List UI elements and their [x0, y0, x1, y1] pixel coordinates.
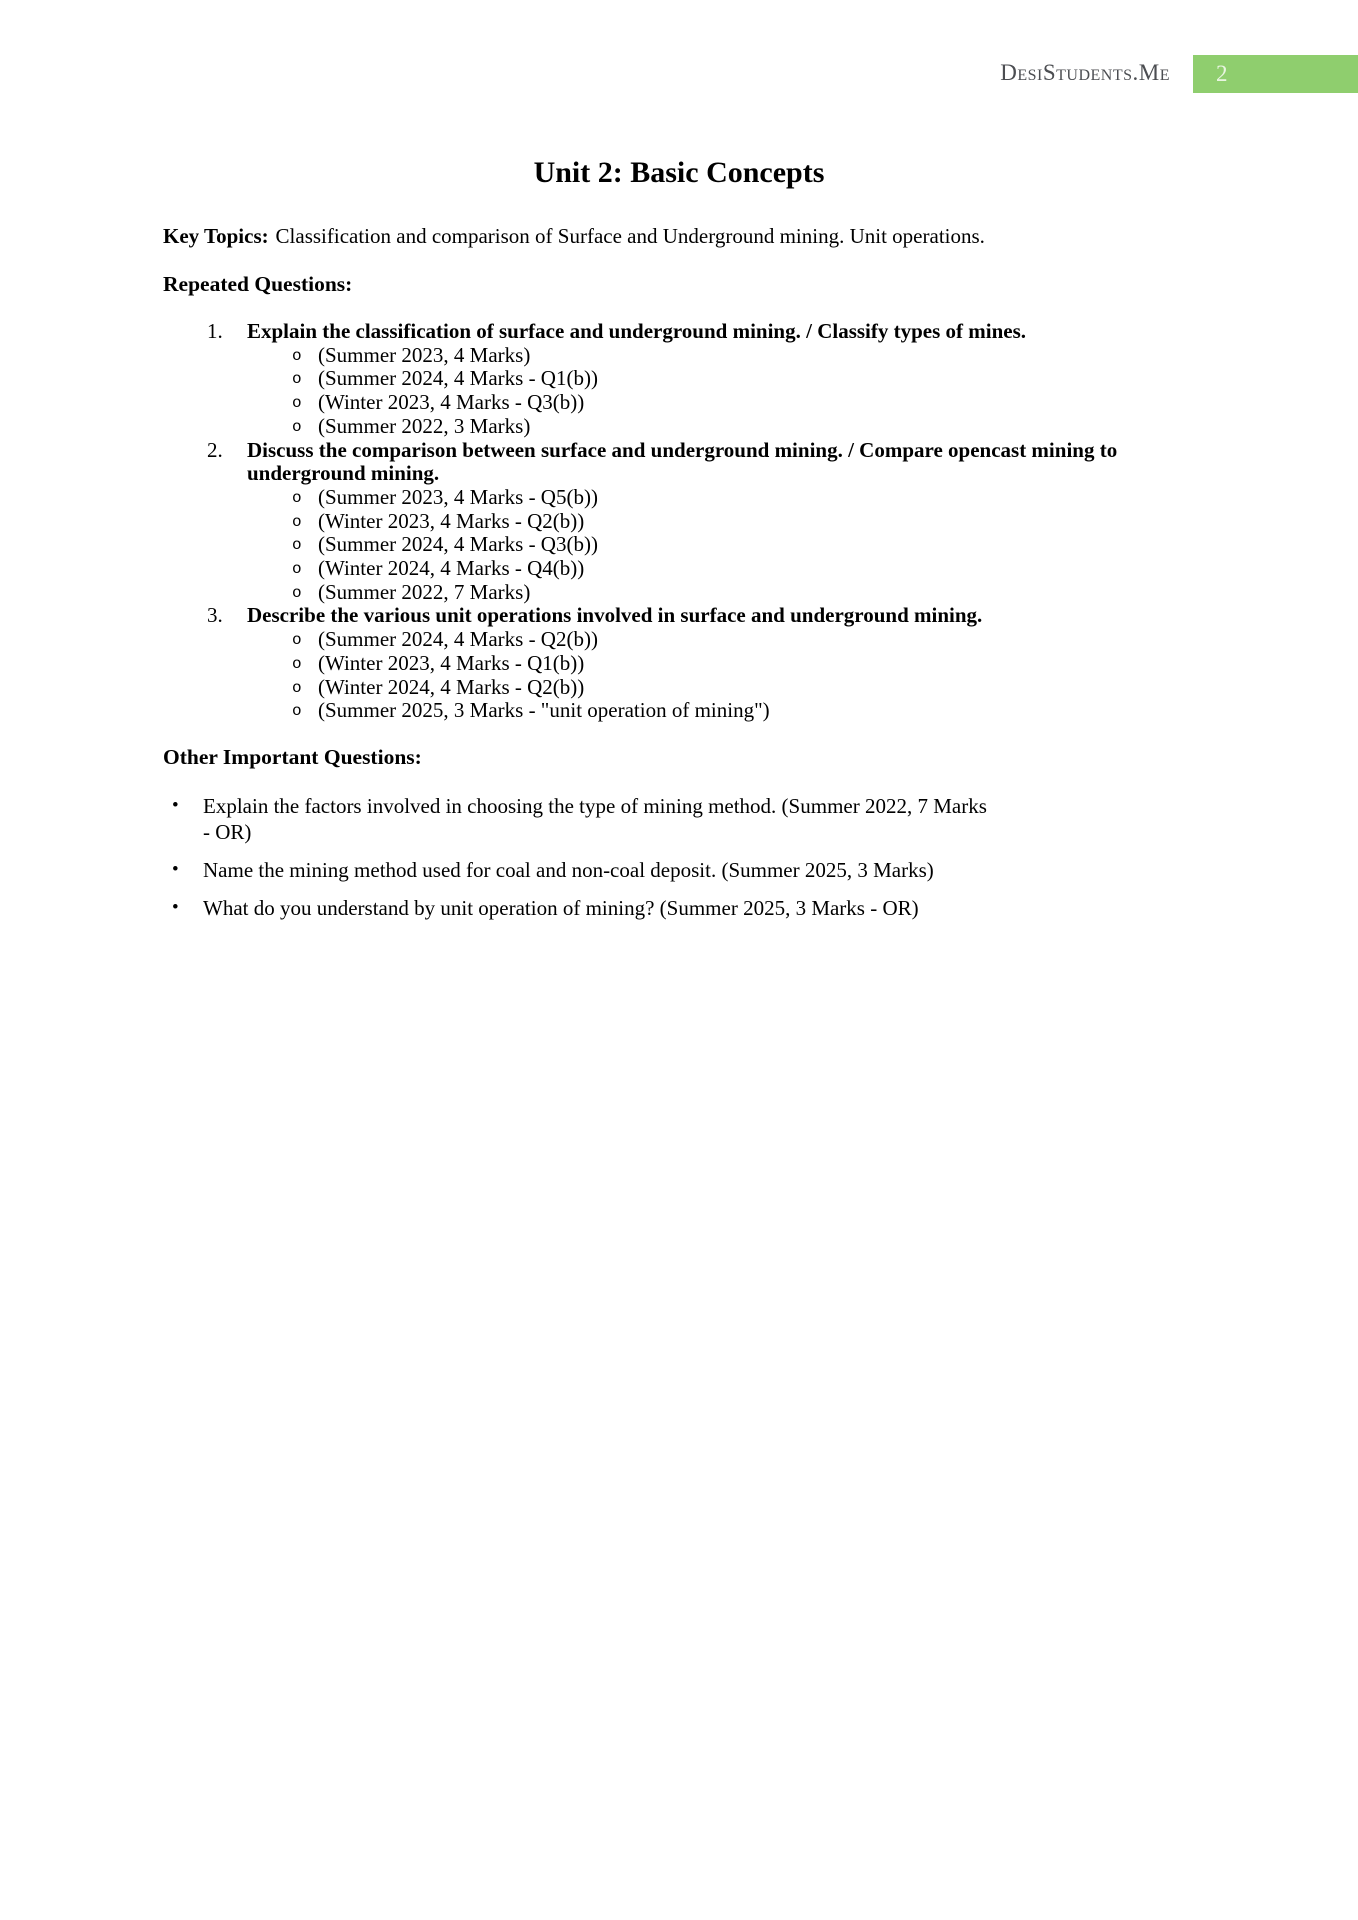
occurrence-text: (Summer 2024, 4 Marks - Q2(b))	[318, 627, 598, 652]
occurrence-list	[163, 344, 1195, 439]
other-question-item	[163, 895, 1195, 921]
other-question-item	[163, 793, 1195, 845]
occurrence-text: (Summer 2023, 4 Marks - Q5(b))	[318, 484, 598, 509]
circle-bullet-marker: o	[292, 488, 302, 507]
other-question-text: What do you understand by unit operation of mining? (Summer 2025, 3 Marks - OR)	[203, 895, 919, 920]
bullet-marker: •	[172, 794, 179, 816]
page-title: Unit 2: Basic Concepts	[533, 156, 825, 189]
circle-bullet-marker: o	[292, 512, 302, 531]
circle-bullet-marker: o	[292, 560, 302, 579]
circle-bullet-marker: o	[292, 394, 302, 413]
circle-bullet-marker: o	[292, 583, 302, 602]
other-question-item	[163, 857, 1195, 883]
key-topics-label: Key Topics:	[163, 224, 269, 248]
occurrence-item	[163, 533, 1195, 557]
occurrence-item	[163, 367, 1195, 391]
document-content	[163, 156, 1195, 933]
other-question-text: Name the mining method used for coal and non-coal deposit. (Summer 2025, 3 Marks)	[203, 857, 934, 882]
occurrence-text: (Winter 2024, 4 Marks - Q4(b))	[318, 556, 585, 581]
occurrence-text: (Summer 2022, 7 Marks)	[318, 579, 531, 604]
occurrence-text: (Winter 2023, 4 Marks - Q1(b))	[318, 650, 585, 675]
question-number: 1.	[207, 319, 223, 343]
question-item	[163, 439, 1195, 605]
circle-bullet-marker: o	[292, 370, 302, 389]
site-name: DesiStudents.Me	[1000, 60, 1170, 85]
question-text: Explain the classification of surface and underground mining. / Classify types of mines.	[247, 319, 1027, 343]
section-heading-other-questions: Other Important Questions:	[163, 744, 422, 769]
circle-bullet-marker: o	[292, 678, 302, 697]
bullet-marker: •	[172, 858, 179, 880]
other-question-text: Explain the factors involved in choosing the type of mining method. (Summer 2022, 7 Marks - OR)	[203, 793, 987, 844]
question-number: 2.	[207, 437, 223, 462]
occurrence-list	[163, 486, 1195, 605]
occurrence-list	[163, 628, 1195, 723]
occurrence-text: (Summer 2024, 4 Marks - Q1(b))	[318, 366, 598, 391]
circle-bullet-marker: o	[292, 631, 302, 650]
occurrence-item	[163, 510, 1195, 534]
circle-bullet-marker: o	[292, 536, 302, 555]
occurrence-text: (Summer 2024, 4 Marks - Q3(b))	[318, 532, 598, 557]
circle-bullet-marker: o	[292, 346, 302, 365]
circle-bullet-marker: o	[292, 654, 302, 673]
occurrence-text: (Winter 2023, 4 Marks - Q2(b))	[318, 508, 585, 533]
occurrence-text: (Summer 2023, 4 Marks)	[318, 342, 531, 367]
occurrence-item	[163, 344, 1195, 368]
question-item	[163, 320, 1195, 439]
occurrence-item	[163, 486, 1195, 510]
occurrence-item	[163, 628, 1195, 652]
other-questions-list	[163, 793, 1195, 921]
occurrence-item	[163, 391, 1195, 415]
circle-bullet-marker: o	[292, 417, 302, 436]
bullet-marker: •	[172, 896, 179, 918]
occurrence-text: (Winter 2023, 4 Marks - Q3(b))	[318, 390, 585, 415]
occurrence-item	[163, 676, 1195, 700]
question-text: Discuss the comparison between surface and underground mining. / Compare opencast mining to underground mining.	[247, 437, 1118, 486]
circle-bullet-marker: o	[292, 702, 302, 721]
occurrence-item	[163, 557, 1195, 581]
page-number-badge	[1193, 55, 1358, 93]
question-text: Describe the various unit operations involved in surface and underground mining.	[247, 603, 983, 628]
occurrence-item	[163, 652, 1195, 676]
repeated-questions-list	[163, 320, 1195, 723]
occurrence-item	[163, 415, 1195, 439]
occurrence-item	[163, 581, 1195, 605]
question-number: 3.	[207, 603, 223, 628]
occurrence-item	[163, 699, 1195, 723]
key-topics-text: Classification and comparison of Surface and Underground mining. Unit operations.	[275, 224, 985, 248]
section-heading-repeated-questions: Repeated Questions:	[163, 272, 353, 296]
occurrence-text: (Winter 2024, 4 Marks - Q2(b))	[318, 674, 585, 699]
occurrence-text: (Summer 2022, 3 Marks)	[318, 413, 531, 438]
key-topics-paragraph	[163, 224, 1195, 248]
occurrence-text: (Summer 2025, 3 Marks - "unit operation of mining")	[318, 698, 770, 723]
question-item	[163, 604, 1195, 723]
page-number: 2	[1216, 61, 1228, 86]
